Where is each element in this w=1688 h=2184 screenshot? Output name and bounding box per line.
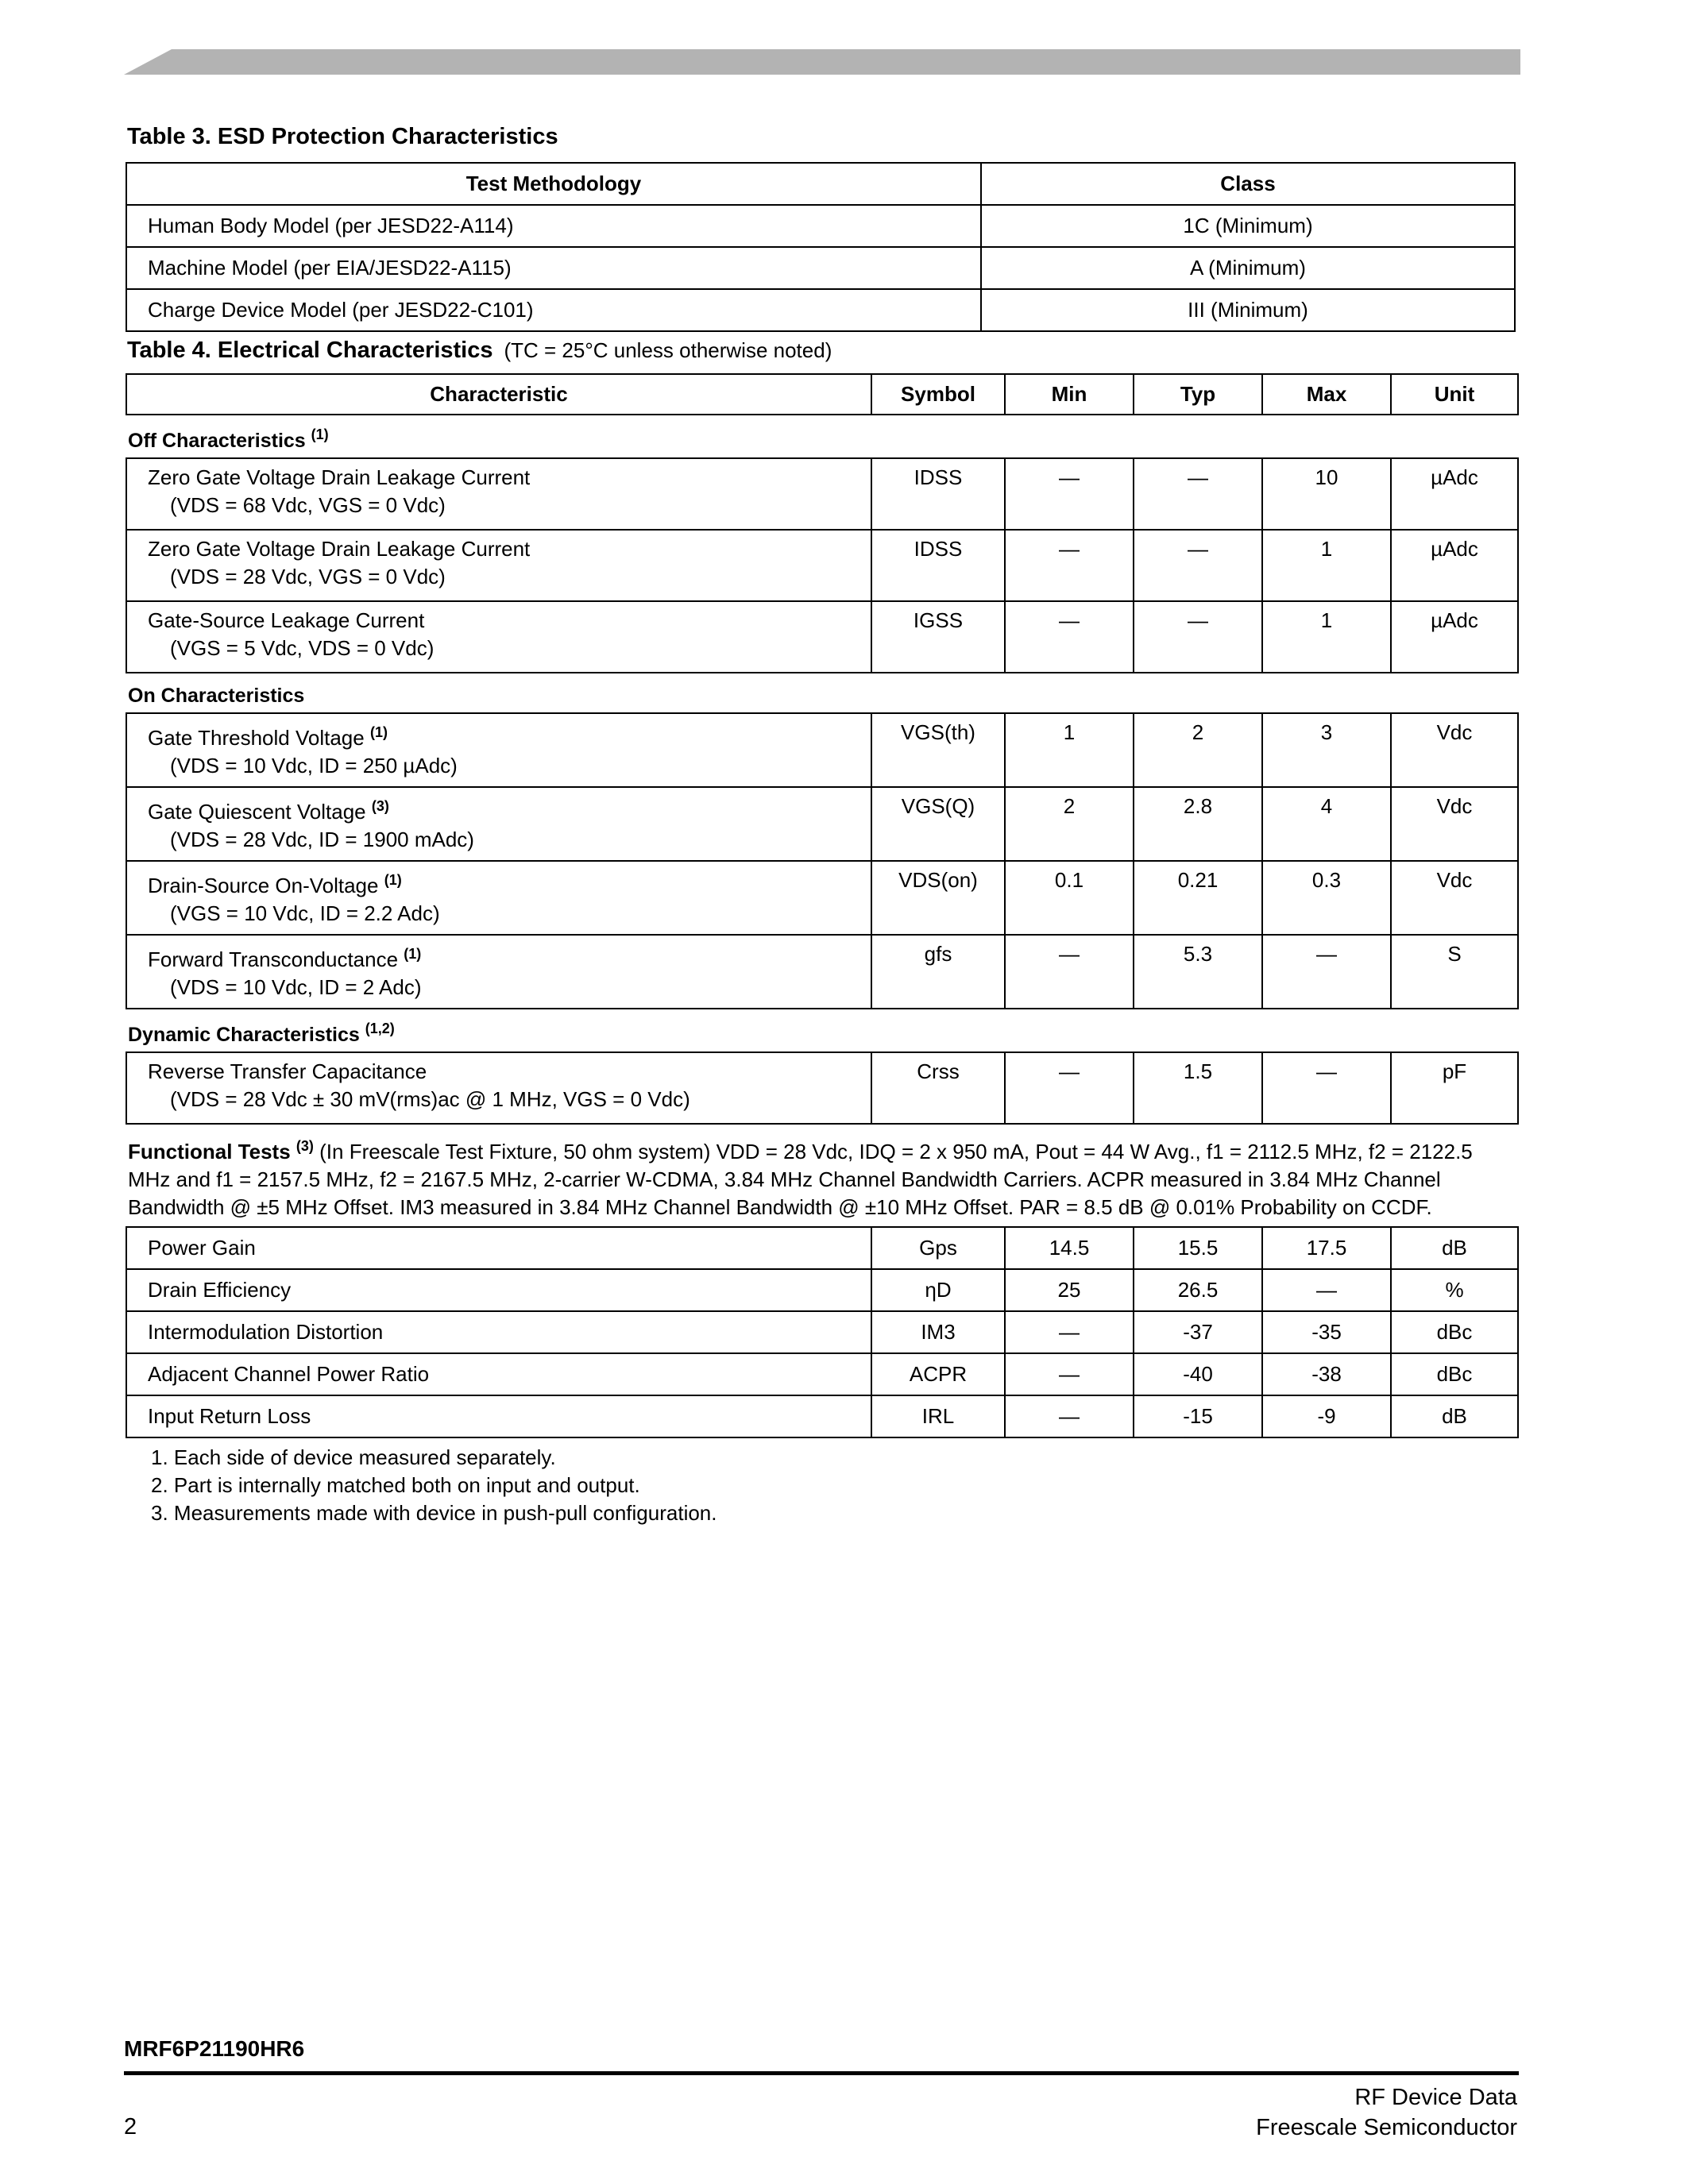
symbol-cell: IDSS (871, 530, 1005, 601)
functional-tests-row (126, 1124, 1518, 1227)
unit-cell: S (1391, 935, 1518, 1009)
header-symbol: Symbol (871, 374, 1005, 415)
unit-cell: µAdc (1391, 458, 1518, 530)
table-row (126, 530, 1518, 601)
header-unit: Unit (1391, 374, 1518, 415)
table-row (126, 247, 1515, 289)
characteristic-cell (126, 1227, 871, 1269)
footer-divider (124, 2071, 1519, 2075)
unit-cell: Vdc (1391, 861, 1518, 935)
characteristic-name: Gate-Source Leakage Current (148, 608, 425, 632)
max-cell: 3 (1262, 713, 1391, 787)
table-row (126, 861, 1518, 935)
footnote-ref: (1) (311, 426, 329, 442)
min-cell: — (1005, 1395, 1134, 1437)
min-cell: — (1005, 458, 1134, 530)
electrical-table (126, 373, 1519, 1438)
characteristic-cell (126, 1395, 871, 1437)
max-cell: 1 (1262, 530, 1391, 601)
header-test-methodology: Test Methodology (126, 163, 981, 205)
characteristic-name: Drain-Source On-Voltage (148, 874, 379, 897)
footer-line-1: RF Device Data (1354, 2085, 1517, 2110)
characteristic-cell (126, 713, 871, 787)
characteristic-cell (126, 1052, 871, 1124)
footer-publisher (1256, 2082, 1517, 2143)
unit-cell: % (1391, 1269, 1518, 1311)
symbol-cell: IRL (871, 1395, 1005, 1437)
table4-condition: (TC = 25°C unless otherwise noted) (504, 338, 832, 362)
characteristic-name: Zero Gate Voltage Drain Leakage Current (148, 465, 531, 489)
symbol-cell: VDS(on) (871, 861, 1005, 935)
characteristic-name: Drain Efficiency (148, 1278, 292, 1302)
class-cell: A (Minimum) (981, 247, 1515, 289)
unit-cell: dB (1391, 1395, 1518, 1437)
footnote-ref: (3) (371, 798, 389, 814)
section-row (126, 673, 1518, 713)
table-row (126, 1269, 1518, 1311)
class-cell: III (Minimum) (981, 289, 1515, 331)
section-title: On Characteristics (128, 685, 305, 707)
test-condition: (VDS = 28 Vdc, ID = 1900 mAdc) (170, 828, 474, 851)
max-cell: -35 (1262, 1311, 1391, 1353)
functional-tests-label: Functional Tests (128, 1140, 291, 1163)
typ-cell: 15.5 (1134, 1227, 1262, 1269)
functional-tests-description (126, 1124, 1518, 1227)
table-row (126, 935, 1518, 1009)
header-typ: Typ (1134, 374, 1262, 415)
symbol-cell: VGS(th) (871, 713, 1005, 787)
footnote: 3. Measurements made with device in push-pull configuration. (151, 1501, 717, 1525)
min-cell: — (1005, 1052, 1134, 1124)
header-class: Class (981, 163, 1515, 205)
table-row (126, 787, 1518, 861)
min-cell: 25 (1005, 1269, 1134, 1311)
min-cell: — (1005, 530, 1134, 601)
table-row (126, 1311, 1518, 1353)
footnote-ref: (1) (404, 946, 422, 962)
characteristic-name: Input Return Loss (148, 1404, 311, 1428)
test-condition: (VDS = 28 Vdc, VGS = 0 Vdc) (170, 565, 446, 588)
header-min: Min (1005, 374, 1134, 415)
unit-cell: Vdc (1391, 787, 1518, 861)
footnote-ref: (3) (295, 1138, 314, 1154)
footnote-ref: (1,2) (365, 1021, 395, 1036)
section-row (126, 415, 1518, 458)
max-cell: -9 (1262, 1395, 1391, 1437)
typ-cell: — (1134, 601, 1262, 673)
test-condition: (VDS = 68 Vdc, VGS = 0 Vdc) (170, 493, 446, 517)
characteristic-name: Zero Gate Voltage Drain Leakage Current (148, 537, 531, 561)
header-characteristic: Characteristic (126, 374, 871, 415)
symbol-cell: IM3 (871, 1311, 1005, 1353)
characteristic-name: Gate Quiescent Voltage (148, 800, 366, 824)
characteristic-name: Intermodulation Distortion (148, 1320, 384, 1344)
unit-cell: µAdc (1391, 530, 1518, 601)
max-cell: 0.3 (1262, 861, 1391, 935)
min-cell: 0.1 (1005, 861, 1134, 935)
symbol-cell: gfs (871, 935, 1005, 1009)
max-cell: 17.5 (1262, 1227, 1391, 1269)
unit-cell: dBc (1391, 1311, 1518, 1353)
esd-table (126, 162, 1516, 332)
table-row (126, 601, 1518, 673)
typ-cell: -40 (1134, 1353, 1262, 1395)
table-row (126, 1052, 1518, 1124)
characteristic-cell (126, 1311, 871, 1353)
footnotes (151, 1444, 717, 1527)
typ-cell: — (1134, 458, 1262, 530)
test-condition: (VDS = 28 Vdc ± 30 mV(rms)ac @ 1 MHz, VGS = 0 Vdc) (170, 1087, 690, 1111)
max-cell: 1 (1262, 601, 1391, 673)
min-cell: 2 (1005, 787, 1134, 861)
functional-tests-text: (In Freescale Test Fixture, 50 ohm system) VDD = 28 Vdc, IDQ = 2 x 950 mA, Pout = 44 W Avg., f1 = 2112.5 MHz, f2 = 2122.5 MHz and f1 = 2157.5 MHz, f2 = 2167.5 MHz, 2-carrier W-CDMA, 3.84 MHz Channel Bandwidth Carriers. ACPR measured in 3.84 MHz Channel Bandwidth @ ±5 MHz Offset. IM3 measured in 3.84 MHz Channel Bandwidth @ ±10 MHz Offset. PAR = 8.5 dB @ 0.01% Probability on CCDF. (128, 1140, 1473, 1219)
characteristic-cell (126, 861, 871, 935)
unit-cell: dB (1391, 1227, 1518, 1269)
section-heading (126, 673, 1518, 713)
section-title: Off Characteristics (128, 430, 306, 452)
characteristic-name: Gate Threshold Voltage (148, 726, 365, 750)
footnote: 2. Part is internally matched both on input and output. (151, 1473, 640, 1497)
test-condition: (VDS = 10 Vdc, ID = 250 µAdc) (170, 754, 458, 778)
table3-title: Table 3. ESD Protection Characteristics (127, 124, 558, 149)
max-cell: 10 (1262, 458, 1391, 530)
typ-cell: — (1134, 530, 1262, 601)
characteristic-cell (126, 601, 871, 673)
footnote-ref: (1) (369, 724, 388, 740)
test-condition: (VGS = 5 Vdc, VDS = 0 Vdc) (170, 636, 435, 660)
symbol-cell: ηD (871, 1269, 1005, 1311)
typ-cell: 2.8 (1134, 787, 1262, 861)
part-number: MRF6P21190HR6 (124, 2036, 305, 2061)
table4-title-text: Table 4. Electrical Characteristics (127, 338, 493, 363)
table-row (126, 1353, 1518, 1395)
symbol-cell: VGS(Q) (871, 787, 1005, 861)
section-heading (126, 415, 1518, 458)
characteristic-cell (126, 787, 871, 861)
min-cell: 14.5 (1005, 1227, 1134, 1269)
max-cell: — (1262, 935, 1391, 1009)
characteristic-cell (126, 935, 871, 1009)
table4-title (127, 336, 832, 365)
unit-cell: dBc (1391, 1353, 1518, 1395)
typ-cell: 1.5 (1134, 1052, 1262, 1124)
typ-cell: 0.21 (1134, 861, 1262, 935)
method-cell: Machine Model (per EIA/JESD22-A115) (126, 247, 981, 289)
typ-cell: -15 (1134, 1395, 1262, 1437)
max-cell: — (1262, 1269, 1391, 1311)
min-cell: — (1005, 1353, 1134, 1395)
test-condition: (VDS = 10 Vdc, ID = 2 Adc) (170, 975, 422, 999)
min-cell: — (1005, 935, 1134, 1009)
characteristic-name: Adjacent Channel Power Ratio (148, 1362, 430, 1386)
header-max: Max (1262, 374, 1391, 415)
min-cell: — (1005, 601, 1134, 673)
characteristic-cell (126, 1353, 871, 1395)
section-row (126, 1009, 1518, 1052)
typ-cell: 26.5 (1134, 1269, 1262, 1311)
max-cell: — (1262, 1052, 1391, 1124)
symbol-cell: IGSS (871, 601, 1005, 673)
symbol-cell: IDSS (871, 458, 1005, 530)
unit-cell: µAdc (1391, 601, 1518, 673)
symbol-cell: ACPR (871, 1353, 1005, 1395)
page-number: 2 (124, 2114, 137, 2140)
unit-cell: Vdc (1391, 713, 1518, 787)
characteristic-cell (126, 1269, 871, 1311)
characteristic-cell (126, 530, 871, 601)
characteristic-name: Power Gain (148, 1236, 256, 1260)
typ-cell: -37 (1134, 1311, 1262, 1353)
table-row (126, 458, 1518, 530)
max-cell: -38 (1262, 1353, 1391, 1395)
header-bar (124, 49, 1520, 75)
symbol-cell: Gps (871, 1227, 1005, 1269)
class-cell: 1C (Minimum) (981, 205, 1515, 247)
table-row (126, 1227, 1518, 1269)
section-title: Dynamic Characteristics (128, 1024, 360, 1046)
footnote-ref: (1) (384, 872, 402, 888)
characteristic-name: Reverse Transfer Capacitance (148, 1059, 427, 1083)
min-cell: — (1005, 1311, 1134, 1353)
test-condition: (VGS = 10 Vdc, ID = 2.2 Adc) (170, 901, 440, 925)
symbol-cell: Crss (871, 1052, 1005, 1124)
characteristic-name: Forward Transconductance (148, 947, 399, 971)
method-cell: Human Body Model (per JESD22-A114) (126, 205, 981, 247)
table-row (126, 1395, 1518, 1437)
method-cell: Charge Device Model (per JESD22-C101) (126, 289, 981, 331)
characteristic-cell (126, 458, 871, 530)
table-row (126, 289, 1515, 331)
section-heading (126, 1009, 1518, 1052)
footer-line-2: Freescale Semiconductor (1256, 2115, 1517, 2140)
footnote: 1. Each side of device measured separately. (151, 1445, 556, 1469)
unit-cell: pF (1391, 1052, 1518, 1124)
max-cell: 4 (1262, 787, 1391, 861)
table-row (126, 713, 1518, 787)
typ-cell: 5.3 (1134, 935, 1262, 1009)
table-row (126, 205, 1515, 247)
min-cell: 1 (1005, 713, 1134, 787)
typ-cell: 2 (1134, 713, 1262, 787)
